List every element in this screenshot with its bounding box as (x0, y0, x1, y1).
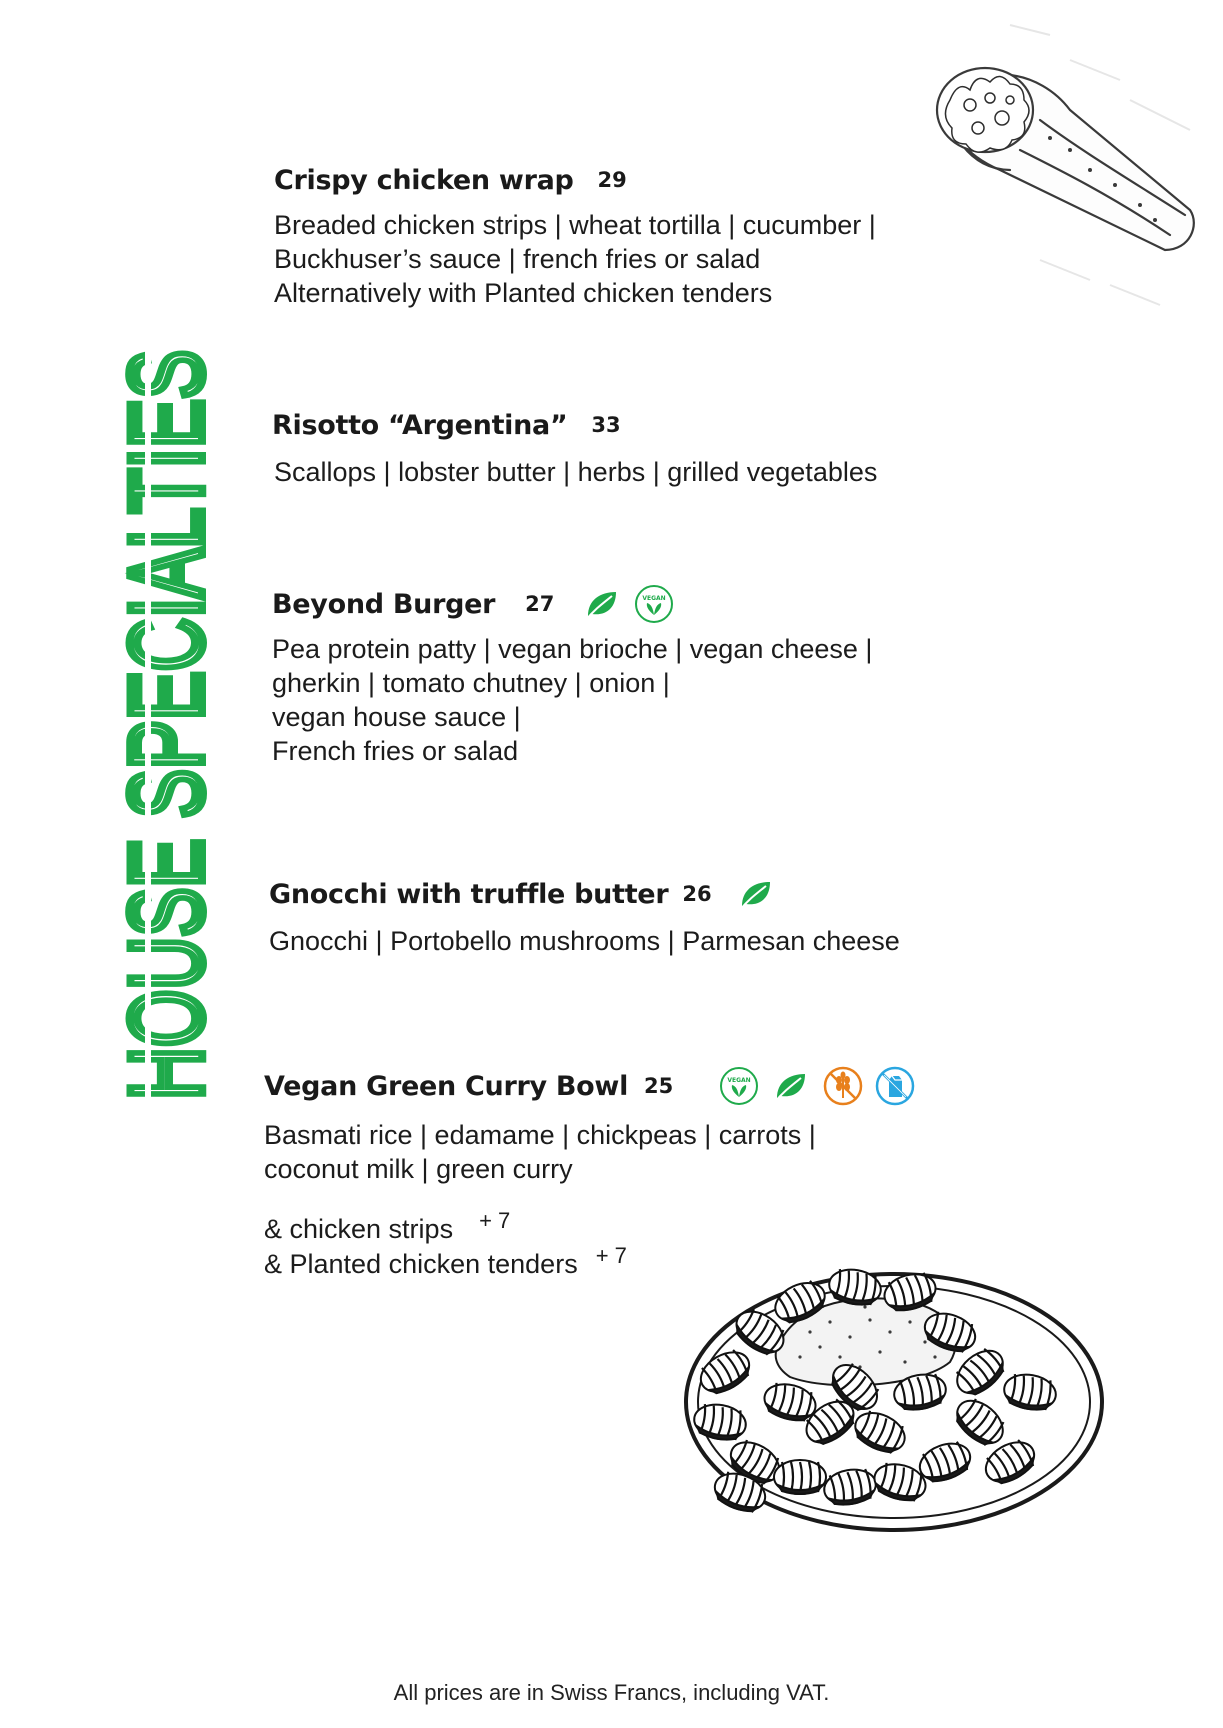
vegan-icon (719, 1066, 759, 1106)
vegan-icon (634, 584, 674, 624)
section-title (90, 38, 225, 1105)
item-price: 33 (591, 413, 621, 437)
description-line: Pea protein patty | vegan brioche | vegan cheese | (272, 634, 873, 664)
description-line: Scallops | lobster butter | herbs | grilled vegetables (274, 457, 878, 487)
dietary-badges (582, 584, 674, 624)
section-title-text: HOUSE SPECIALTIES (109, 38, 225, 1100)
description-line: vegan house sauce | (272, 702, 521, 732)
leaf-icon (736, 874, 776, 914)
description-line: coconut milk | green curry (264, 1154, 573, 1184)
menu-item-risotto-argentina (272, 405, 877, 489)
wrap-illustration (890, 20, 1210, 310)
description-line: Alternatively with Planted chicken tenders (274, 278, 773, 308)
gnocchi-piece (774, 1460, 826, 1494)
item-price: 27 (525, 592, 555, 616)
item-price: 25 (644, 1074, 674, 1098)
vegan-badge-text: VEGAN (642, 595, 667, 602)
extra-price: + 7 (479, 1208, 511, 1233)
description-line: gherkin | tomato chutney | onion | (272, 668, 670, 698)
extra-price: + 7 (595, 1243, 627, 1268)
dietary-badges (719, 1066, 915, 1106)
leaf-icon (582, 584, 622, 624)
price-note: All prices are in Swiss Francs, including VAT. (393, 1680, 830, 1705)
description-line: Basmati rice | edamame | chickpeas | carrots | (264, 1120, 816, 1150)
description-line: Gnocchi | Portobello mushrooms | Parmesan cheese (269, 926, 900, 956)
item-name: Gnocchi with truffle butter (269, 878, 669, 910)
item-description (272, 455, 877, 489)
item-name: Risotto “Argentina” (272, 409, 568, 441)
gluten-free-icon (823, 1066, 863, 1106)
description-line: Breaded chicken strips | wheat tortilla | cucumber | (274, 210, 876, 240)
item-price: 26 (682, 882, 712, 906)
extra-label: & chicken strips (264, 1214, 454, 1244)
extra-option (264, 1208, 915, 1247)
item-description (264, 1118, 915, 1186)
vegan-badge-text: VEGAN (727, 1077, 751, 1084)
gnocchi-plate-illustration (680, 1262, 1112, 1542)
item-name: Beyond Burger (272, 588, 496, 620)
leaf-icon (771, 1066, 811, 1106)
item-description (272, 632, 872, 768)
description-line: Buckhuser’s sauce | french fries or salad (274, 244, 761, 274)
menu-item-vegan-green-curry-bowl (264, 1066, 915, 1282)
menu-item-crispy-chicken-wrap (274, 160, 876, 310)
description-line: French fries or salad (272, 736, 519, 766)
menu-item-beyond-burger (272, 584, 872, 768)
item-name: Crispy chicken wrap (274, 164, 574, 196)
extra-label: & Planted chicken tenders (264, 1249, 578, 1279)
item-description (274, 208, 876, 310)
menu-item-gnocchi-truffle-butter (269, 874, 900, 958)
item-price: 29 (597, 168, 627, 192)
dietary-badges (736, 874, 776, 914)
item-description (269, 924, 900, 958)
item-name: Vegan Green Curry Bowl (264, 1070, 629, 1102)
lactose-free-icon (875, 1066, 915, 1106)
